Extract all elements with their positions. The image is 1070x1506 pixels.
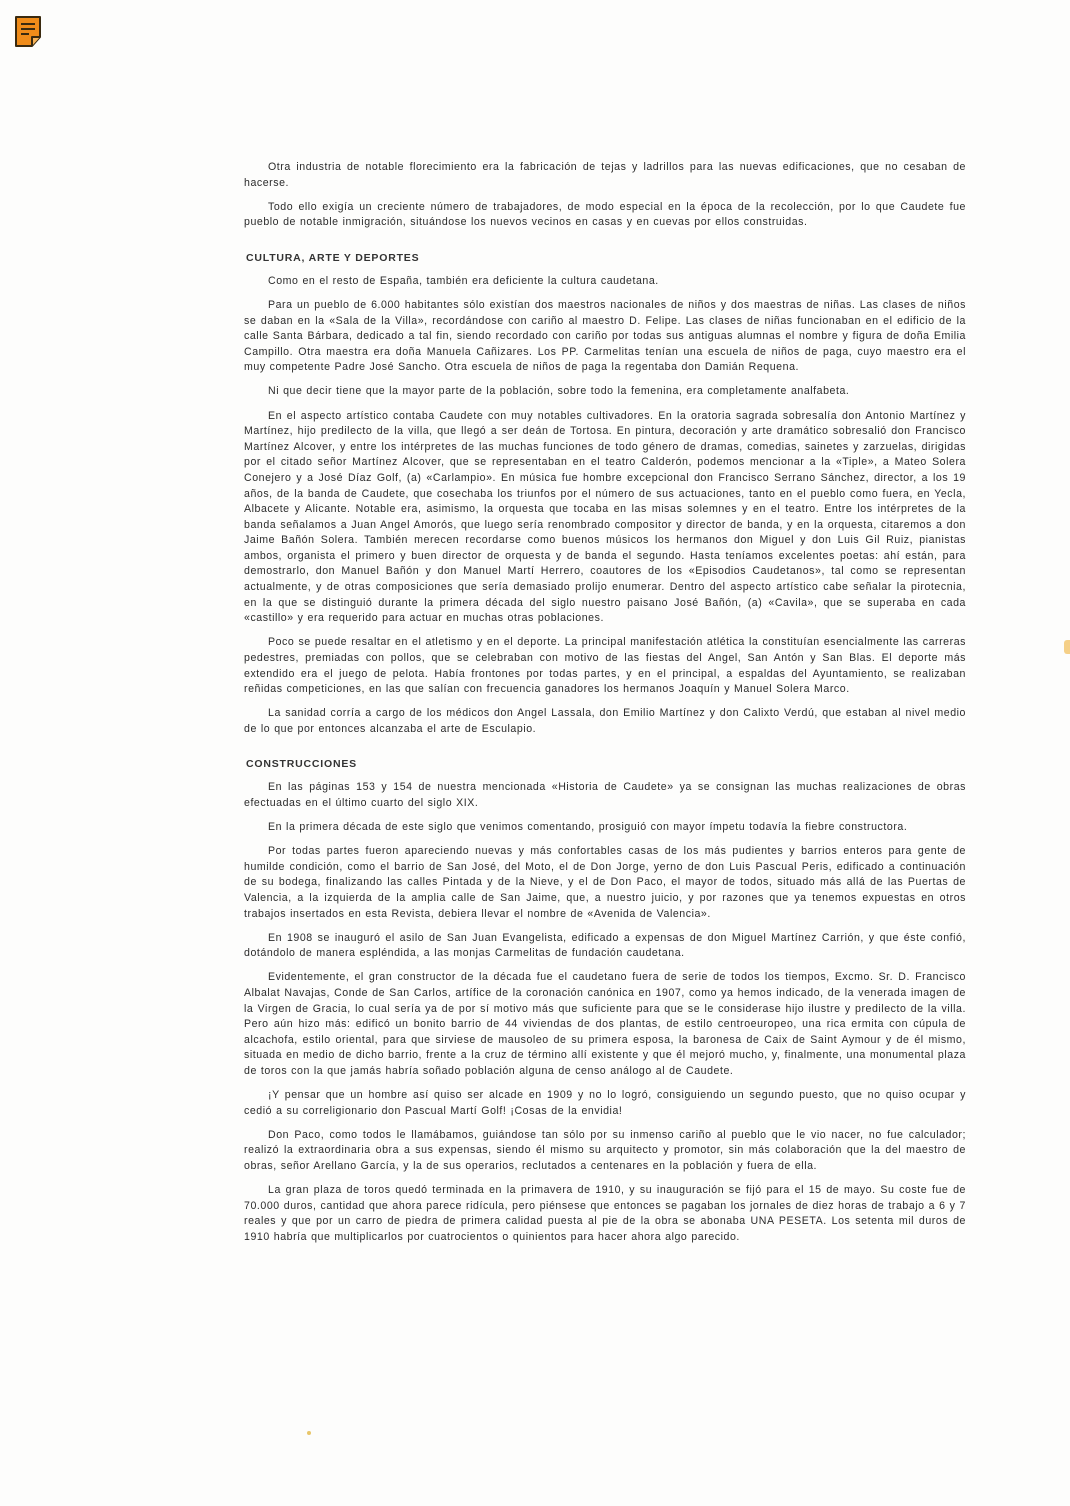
paragraph: Otra industria de notable florecimiento era la fabricación de tejas y ladrillos para las nuevas edificaciones, que no cesaban de hacerse. [244,161,966,189]
paragraph: En la primera década de este siglo que venimos comentando, prosiguió con mayor ímpetu todavía la fiebre constructora. [268,821,908,834]
paragraph: La sanidad corría a cargo de los médicos don Angel Lassala, don Emilio Martínez y don Calixto Verdú, que estaban al nivel medio de lo que por entonces alcanzaba el arte de Esculapio. [244,707,966,735]
scan-mark [307,1431,311,1435]
paragraph: Poco se puede resaltar en el atletismo y en el deporte. La principal manifestación atlética la constituían esencialmente las carreras pedestres, premiadas con pollos, que se celebraban con motivo de las fiestas del Angel, San Antón y San Blas. El deporte más extendido era el juego de pelota. Había frontones por todas partes, y en el principal, a espaldas del Ayuntamiento, se realizaban reñidas competiciones, en las que salían con frecuencia ganadores los hermanos Joaquín y Manuel Solera Marco. [244,636,966,696]
paragraph: Ni que decir tiene que la mayor parte de la población, sobre todo la femenina, era completamente analfabeta. [268,385,850,398]
paragraph: ¡Y pensar que un hombre así quiso ser alcade en 1909 y no lo logró, consiguiendo un segundo puesto, que no quiso ocupar y cedió a su correligionario don Pascual Martí Golf! ¡Cosas de la envidia! [244,1089,966,1117]
paragraph: En 1908 se inauguró el asilo de San Juan Evangelista, edificado a expensas de don Miguel Martínez Carrión, y que éste confió, dotándolo de manera espléndida, a las monjas Carmelitas de fundación caudetana. [244,931,966,960]
paragraph: En las páginas 153 y 154 de nuestra mencionada «Historia de Caudete» ya se consignan las muchas realizaciones de obras efectuadas en el último cuarto del siglo XIX. [244,781,966,809]
paragraph: Por todas partes fueron apareciendo nuevas y más confortables casas de los más pudientes y barrios enteros para gente de humilde condición, como el barrio de San José, del Moto, el de Don Jorge, yerno de don Luis Pascual Peris, edificado a continuación de su bodega, finalizando las calles Pintada y de la Nieve, y el de Don Paco, el mayor de todos, situado más allá de las Puertas de Valencia, a la izquierda de la amplia calle de San Jaime, que, a nuestro juicio, y por razones que ya tenemos expuestas en otros trabajos insertados en esta Revista, debiera llevar el nombre de «Avenida de Valencia». [244,845,966,920]
paragraph: Evidentemente, el gran constructor de la década fue el caudetano fuera de serie de todos los tiempos, Excmo. Sr. D. Francisco Albalat Navajas, Conde de San Carlos, artífice de la coronación canónica en 1907, como ya hemos indicado, de la venerada imagen de la Virgen de Gracia, lo cual sería ya de por sí motivo más que suficiente para que se le considerase hijo ilustre y predilecto de la villa. Pero aún hizo más: edificó un bonito barrio de 44 viviendas de dos plantas, de estilo centroeuropeo, una rica ermita con cúpula de alcachofa, estilo oriental, para que sirviese de mausoleo de su primera esposa, la baronesa de Caix de Saint Aymour y de él mismo, situada en medio de dicho barrio, frente a la cruz de término allí existente y que él mejoró mucho, y, finalmente, una monumental plaza de toros con la que jamás habría soñado población alguna de censo análogo al de Caudete. [244,971,966,1077]
paragraph: Todo ello exigía un creciente número de trabajadores, de modo especial en la época de la recolección, por lo que Caudete fue pueblo de notable inmigración, situándose los nuevos vecinos en casas y en cuevas por ellos construidas. [244,200,966,229]
paragraph: Don Paco, como todos le llamábamos, guiándose tan sólo por su inmenso cariño al pueblo que le vio nacer, no fue calculador; realizó la extraordinaria obra a sus expensas, siendo él mismo su arquitecto y promotor, sin más colaboración que la del maestro de obras, señor Arellano García, y la de sus operarios, reclutados a centenares en la población y fuera de ella. [244,1128,966,1172]
page-text [244,160,966,1254]
paragraph: Como en el resto de España, también era deficiente la cultura caudetana. [268,274,659,287]
section-heading-cultura: CULTURA, ARTE Y DEPORTES [246,251,420,264]
paragraph: La gran plaza de toros quedó terminada en la primavera de 1910, y su inauguración se fijó para el 15 de mayo. Su coste fue de 70.000 duros, cantidad que ahora parece ridícula, pero piénsese que entonces se pagaban los jornales de diez horas de trabajo a 6 y 7 reales y que por un carro de piedra de primera calidad puesta al pie de la obra se abonaba UNA PESETA. Los setenta mil duros de 1910 habría que multiplicarlos por cuatrocientos o quinientos para hacer ahora algo parecido. [244,1183,966,1243]
section-heading-construcciones: CONSTRUCCIONES [246,758,357,771]
scan-mark [1064,640,1070,654]
note-edit-icon[interactable] [14,15,44,49]
paragraph: En el aspecto artístico contaba Caudete con muy notables cultivadores. En la oratoria sagrada sobresalía don Antonio Martínez y Martínez, hijo predilecto de la villa, que llegó a ser deán de Tortosa. En pintura, decoración y arte dramático sobresalió don Francisco Martínez Alcover, y entre los intérpretes de las muchas funciones de todo género de dramas, comedias, sainetes y zarzuelas, dirigidas por el citado señor Martínez Alcover, que se representaban en el teatro Calderón, podemos mencionar a la «Tiple», a Mateo Solera Conejero y a José Díaz Golf, (a) «Carlampio». En música fue hombre excepcional don Francisco Serrano Sánchez, director, a los 19 años, de la banda de Caudete, que cosechaba los triunfos por el número de sus actuaciones, tanto en el pueblo como fuera, en Yecla, Albacete y Alicante. Notable era, asimismo, la orquesta que tocaba en las misas solemnes y en el teatro. Entre los intérpretes de la banda señalamos a Juan Angel Amorós, que luego sería renombrado compositor y director de banda, y en la orquesta, citaremos a don Jaime Bañón Solera. También merecen recordarse como buenos músicos los hermanos don Miguel y don Luis Gil Ruiz, pianistas ambos, organista el primero y buen director de orquesta y de banda el segundo. Hasta teníamos excelentes poetas: ahí están, para demostrarlo, don Manuel Bañón y don Manuel Martí Herrero, coautores de los «Episodios Caudetanos», tal como se representan actualmente, y de otras composiciones que sería demasiado prolijo enumerar. Dentro del aspecto artístico cabe señalar la pirotecnia, en la que se distinguió durante la primera década del siglo nuestro paisano José Bañón, (a) «Cavila», que se superaba en cada «castillo» y era requerido para actuar en muchas otras poblaciones. [244,409,966,625]
paragraph: Para un pueblo de 6.000 habitantes sólo existían dos maestros nacionales de niños y dos maestras de niñas. Las clases de niños se daban en la «Sala de la Villa», recordándose con cariño al maestro D. Felipe. Las clases de niñas funcionaban en el edificio de la calle Santa Bárbara, dedicado a tal fin, siendo recordado con cariño por todas sus antiguas alumnas el nombre y figura de doña Emilia Campillo. Otra maestra era doña Manuela Cañizares. Los PP. Carmelitas tenían una escuela de niños de paga, cuyo maestro era el muy competente Padre José Sancho. Otra escuela de niños de paga la regentaba don Damián Requena. [244,298,966,374]
